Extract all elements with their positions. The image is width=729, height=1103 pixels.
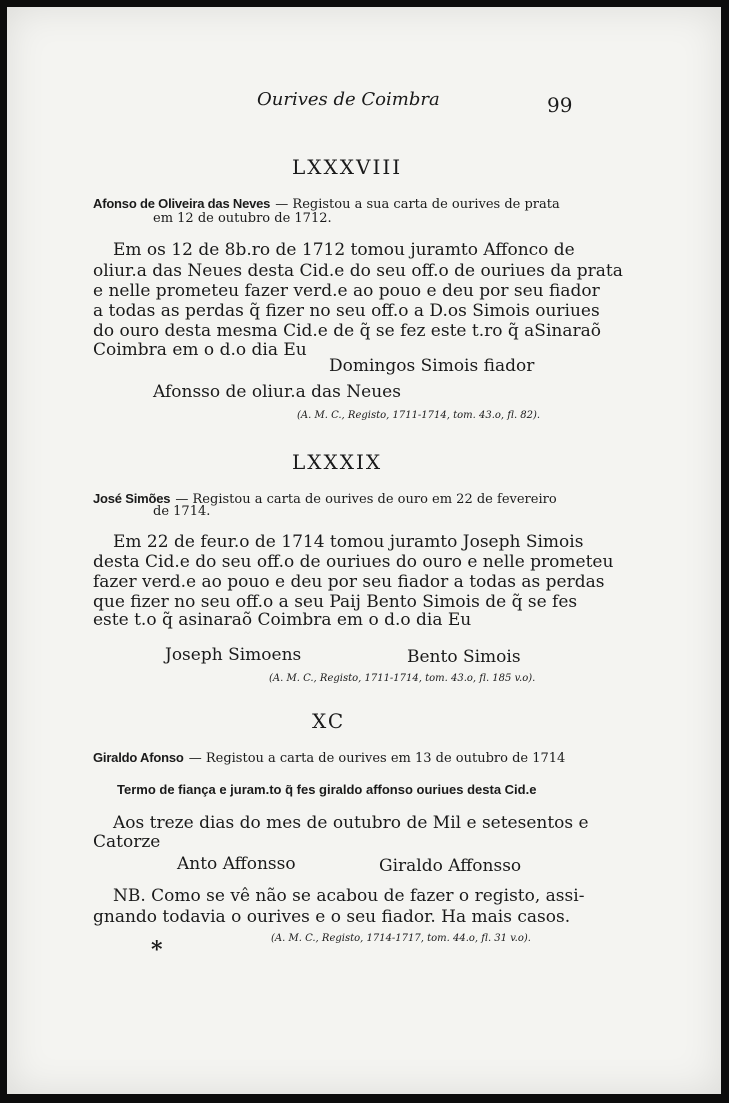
archive-reference: (A. M. C., Registo, 1711-1714, tom. 43.o, fl. 185 v.o). bbox=[269, 673, 536, 684]
entry-description: — Registou a carta de ourives de ouro em 22 de fevereiro bbox=[175, 492, 557, 507]
entry-header bbox=[93, 747, 565, 766]
entry-person-name: José Simões bbox=[93, 491, 171, 506]
entry-header bbox=[93, 193, 560, 212]
transcript-line: Em 22 de feur.o de 1714 tomou juramto Joseph Simois bbox=[113, 532, 584, 552]
signature-left: Joseph Simoens bbox=[165, 645, 302, 665]
entry-person-name: Afonso de Oliveira das Neves bbox=[93, 196, 271, 211]
transcript-line: Catorze bbox=[93, 832, 161, 852]
entry-description: — Registou a sua carta de ourives de prata bbox=[275, 197, 560, 212]
transcript-line: Aos treze dias do mes de outubro de Mil e setesentos e bbox=[113, 813, 589, 833]
transcript-line: oliur.a das Neues desta Cid.e do seu off.o de ouriues da prata bbox=[93, 261, 623, 281]
signature-right: Domingos Simois fiador bbox=[329, 356, 535, 376]
entry-description-continued: de 1714. bbox=[153, 504, 211, 519]
signature-right: Bento Simois bbox=[407, 647, 521, 667]
document-heading: Termo de fiança e juram.to q̃ fes giraldo affonso ouriues desta Cid.e bbox=[117, 782, 537, 797]
entry-description-continued: em 12 de outubro de 1712. bbox=[153, 211, 332, 226]
transcript-line: que fizer no seu off.o a seu Paij Bento Simois de q̃ se fes bbox=[93, 592, 578, 612]
archive-reference: (A. M. C., Registo, 1711-1714, tom. 43.o, fl. 82). bbox=[297, 410, 541, 421]
transcript-line: Coimbra em o d.o dia Eu bbox=[93, 340, 307, 360]
transcript-line: este t.o q̃ asinaraõ Coimbra em o d.o dia Eu bbox=[93, 610, 472, 630]
signature-left: Anto Affonsso bbox=[177, 854, 296, 874]
transcript-line: e nelle prometeu fazer verd.e ao pouo e deu por seu fiador bbox=[93, 281, 600, 301]
entry-person-name: Giraldo Afonso bbox=[93, 750, 184, 765]
entry-description: — Registou a carta de ourives em 13 de outubro de 1714 bbox=[188, 751, 566, 766]
transcript-line: a todas as perdas q̃ fizer no seu off.o a D.os Simois ouriues bbox=[93, 301, 600, 321]
running-title: Ourives de Coimbra bbox=[257, 89, 440, 110]
signature-right: Giraldo Affonsso bbox=[379, 856, 522, 876]
transcript-line: do ouro desta mesma Cid.e de q̃ se fez este t.ro q̃ aSinaraõ bbox=[93, 321, 601, 341]
document-page bbox=[7, 7, 721, 1094]
asterisk-mark: * bbox=[151, 937, 163, 963]
transcript-line: desta Cid.e do seu off.o de ouriues do ouro e nelle prometeu bbox=[93, 552, 614, 572]
page-number: 99 bbox=[547, 93, 573, 117]
archive-reference: (A. M. C., Registo, 1714-1717, tom. 44.o, fl. 31 v.o). bbox=[271, 933, 531, 944]
entry-number: XC bbox=[312, 709, 346, 733]
transcript-line: Em os 12 de 8b.ro de 1712 tomou juramto Affonco de bbox=[113, 240, 575, 260]
entry-number: LXXXIX bbox=[292, 450, 383, 474]
transcript-line: fazer verd.e ao pouo e deu por seu fiador a todas as perdas bbox=[93, 572, 605, 592]
entry-number: LXXXVIII bbox=[292, 155, 403, 179]
note-line: gnando todavia o ourives e o seu fiador. Ha mais casos. bbox=[93, 907, 571, 927]
note-line: NB. Como se vê não se acabou de fazer o registo, assi- bbox=[113, 886, 585, 906]
signature-left: Afonsso de oliur.a das Neues bbox=[153, 382, 401, 402]
